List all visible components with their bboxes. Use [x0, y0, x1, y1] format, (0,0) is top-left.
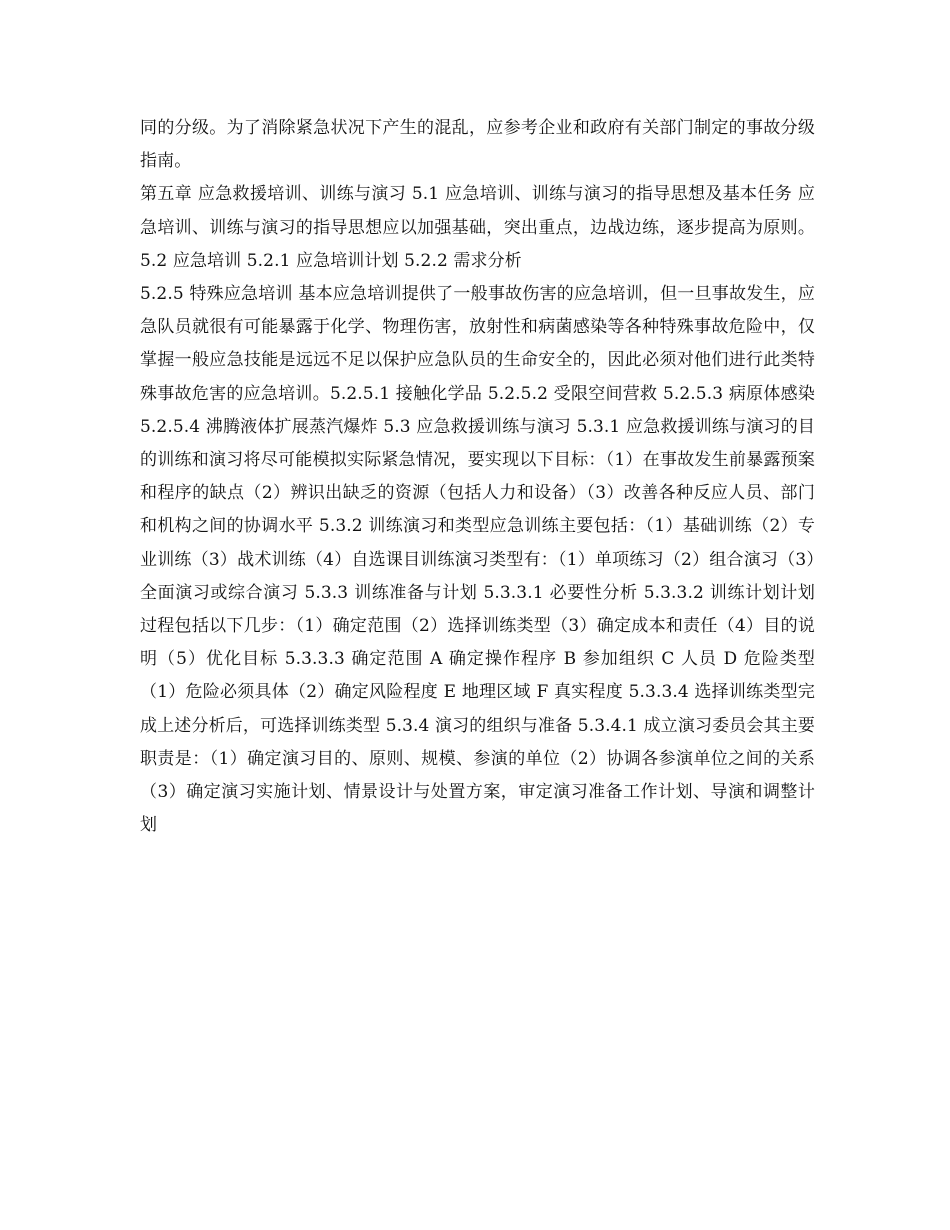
- paragraph-chapter-five: 第五章 应急救援培训、训练与演习 5.1 应急培训、训练与演习的指导思想及基本任务 应急培训、训练与演习的指导思想应以加强基础，突出重点，边战边练，逐步提高为原则。5.2 应急培训 5.2.1 应急培训计划 5.2.2 需求分析: [140, 184, 815, 271]
- document-page: [140, 112, 815, 842]
- paragraph-grading-guide: 同的分级。为了消除紧急状况下产生的混乱，应参考企业和政府有关部门制定的事故分级指南。: [140, 118, 815, 172]
- paragraph-special-training: 5.2.5 特殊应急培训 基本应急培训提供了一般事故伤害的应急培训，但一旦事故发生，应急队员就很有可能暴露于化学、物理伤害，放射性和病菌感染等各种特殊事故危险中，仅掌握一般应急技能是远远不足以保护应急队员的生命安全的，因此必须对他们进行此类特殊事故危害的应急培训。5.2.5.1 接触化学品 5.2.5.2 受限空间营救 5.2.5.3 病原体感染 5.2.5.4 沸腾液体扩展蒸汽爆炸 5.3 应急救援训练与演习 5.3.1 应急救援训练与演习的目的训练和演习将尽可能模拟实际紧急情况，要实现以下目标：（1）在事故发生前暴露预案和程序的缺点（2）辨识出缺乏的资源（包括人力和设备）（3）改善各种反应人员、部门和机构之间的协调水平 5.3.2 训练演习和类型应急训练主要包括：（1）基础训练（2）专业训练（3）战术训练（4）自选课目训练演习类型有：（1）单项练习（2）组合演习（3）全面演习或综合演习 5.3.3 训练准备与计划 5.3.3.1 必要性分析 5.3.3.2 训练计划计划过程包括以下几步：（1）确定范围（2）选择训练类型（3）确定成本和责任（4）目的说明（5）优化目标 5.3.3.3 确定范围 A 确定操作程序 B 参加组织 C 人员 D 危险类型（1）危险必须具体（2）确定风险程度 E 地理区域 F 真实程度 5.3.3.4 选择训练类型完成上述分析后，可选择训练类型 5.3.4 演习的组织与准备 5.3.4.1 成立演习委员会其主要职责是：（1）确定演习目的、原则、规模、参演的单位（2）协调各参演单位之间的关系（3）确定演习实施计划、情景设计与处置方案，审定演习准备工作计划、导演和调整计划: [140, 284, 815, 836]
